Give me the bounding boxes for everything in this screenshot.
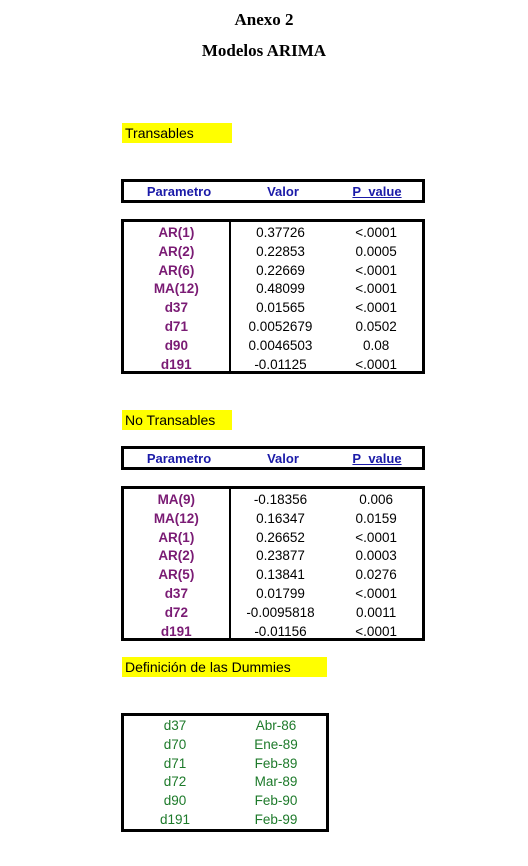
value-cell: 0.23877 xyxy=(256,548,305,564)
header-p-value: P_value xyxy=(352,450,402,466)
value-cell: 0.13841 xyxy=(256,567,305,583)
param-cell: AR(6) xyxy=(158,262,195,278)
param-cell: MA(12) xyxy=(153,510,199,526)
pvalue-column xyxy=(330,222,422,371)
header-parametro: Parametro xyxy=(146,450,212,466)
value-cell: 0.37726 xyxy=(256,225,305,240)
no-transables-table xyxy=(121,486,425,641)
dummy-name-cell: d70 xyxy=(163,736,187,752)
value-cell: 0.0052679 xyxy=(248,318,313,334)
pvalue-cell: 0.08 xyxy=(363,337,390,353)
pvalue-cell: <.0001 xyxy=(355,300,397,316)
value-cell: -0.01156 xyxy=(254,623,307,639)
header-valor: Valor xyxy=(267,450,299,466)
dummy-name-cell: d71 xyxy=(163,755,187,771)
param-cell: d191 xyxy=(160,356,192,372)
value-cell: -0.18356 xyxy=(253,492,308,507)
dummies-table xyxy=(121,713,329,832)
param-cell: d71 xyxy=(164,318,188,334)
param-cell: AR(1) xyxy=(158,529,195,545)
dummy-date-cell: Ene-89 xyxy=(254,736,298,752)
dummy-date-cell: Feb-89 xyxy=(254,755,298,771)
no-transables-header-row xyxy=(121,446,425,470)
param-cell: d90 xyxy=(164,337,188,353)
value-cell: 0.26652 xyxy=(256,529,305,545)
no-transables-section-label: No Transables xyxy=(122,410,232,430)
value-cell: 0.01799 xyxy=(256,585,305,601)
param-column xyxy=(124,489,231,638)
param-cell: MA(9) xyxy=(157,492,196,507)
pvalue-cell: 0.0011 xyxy=(355,604,397,620)
value-cell: 0.22669 xyxy=(256,262,305,278)
dummy-name-cell: d72 xyxy=(163,774,187,790)
pvalue-cell: <.0001 xyxy=(355,623,397,639)
pvalue-cell: <.0001 xyxy=(355,529,397,545)
pvalue-cell: 0.0159 xyxy=(355,510,397,526)
dummy-date-column xyxy=(226,717,326,829)
value-column xyxy=(231,489,331,638)
header-parametro: Parametro xyxy=(146,183,212,199)
dummy-name-column xyxy=(124,717,226,829)
annex-title: Anexo 2 xyxy=(234,10,294,29)
param-cell: AR(1) xyxy=(158,225,195,240)
pvalue-cell: <.0001 xyxy=(355,281,397,297)
dummies-section-label: Definición de las Dummies xyxy=(122,657,327,677)
dummy-name-cell: d37 xyxy=(163,718,187,733)
pvalue-cell: 0.0005 xyxy=(355,243,397,259)
param-cell: MA(12) xyxy=(153,281,199,297)
value-cell: 0.22853 xyxy=(256,243,305,259)
param-cell: AR(2) xyxy=(158,548,195,564)
value-cell: -0.01125 xyxy=(254,356,307,372)
param-column xyxy=(124,222,231,371)
dummy-name-cell: d191 xyxy=(159,811,191,827)
value-column xyxy=(231,222,331,371)
dummy-date-cell: Abr-86 xyxy=(255,718,297,733)
pvalue-cell: <.0001 xyxy=(355,225,397,240)
value-cell: -0.0095818 xyxy=(246,604,315,620)
pvalue-cell: <.0001 xyxy=(355,356,397,372)
pvalue-cell: 0.0276 xyxy=(355,567,397,583)
param-cell: d72 xyxy=(164,604,188,620)
dummy-date-cell: Mar-89 xyxy=(254,774,298,790)
transables-header-row xyxy=(121,179,425,203)
transables-section-label: Transables xyxy=(122,123,232,143)
param-cell: d37 xyxy=(164,300,188,316)
param-cell: AR(5) xyxy=(158,567,195,583)
pvalue-cell: 0.0502 xyxy=(355,318,397,334)
pvalue-column xyxy=(330,489,422,638)
value-cell: 0.0046503 xyxy=(248,337,313,353)
param-cell: d37 xyxy=(164,585,188,601)
pvalue-cell: 0.006 xyxy=(359,492,394,507)
header-valor: Valor xyxy=(267,183,299,199)
pvalue-cell: <.0001 xyxy=(355,262,397,278)
annex-subtitle: Modelos ARIMA xyxy=(201,41,327,60)
dummy-name-cell: d90 xyxy=(163,793,187,809)
value-cell: 0.16347 xyxy=(256,510,305,526)
pvalue-cell: 0.0003 xyxy=(355,548,397,564)
pvalue-cell: <.0001 xyxy=(355,585,397,601)
param-cell: AR(2) xyxy=(158,243,195,259)
value-cell: 0.48099 xyxy=(256,281,305,297)
header-p-value: P_value xyxy=(352,183,402,199)
value-cell: 0.01565 xyxy=(256,300,305,316)
dummy-date-cell: Feb-99 xyxy=(254,811,298,827)
param-cell: d191 xyxy=(160,623,192,639)
transables-table xyxy=(121,219,425,374)
dummy-date-cell: Feb-90 xyxy=(254,793,298,809)
